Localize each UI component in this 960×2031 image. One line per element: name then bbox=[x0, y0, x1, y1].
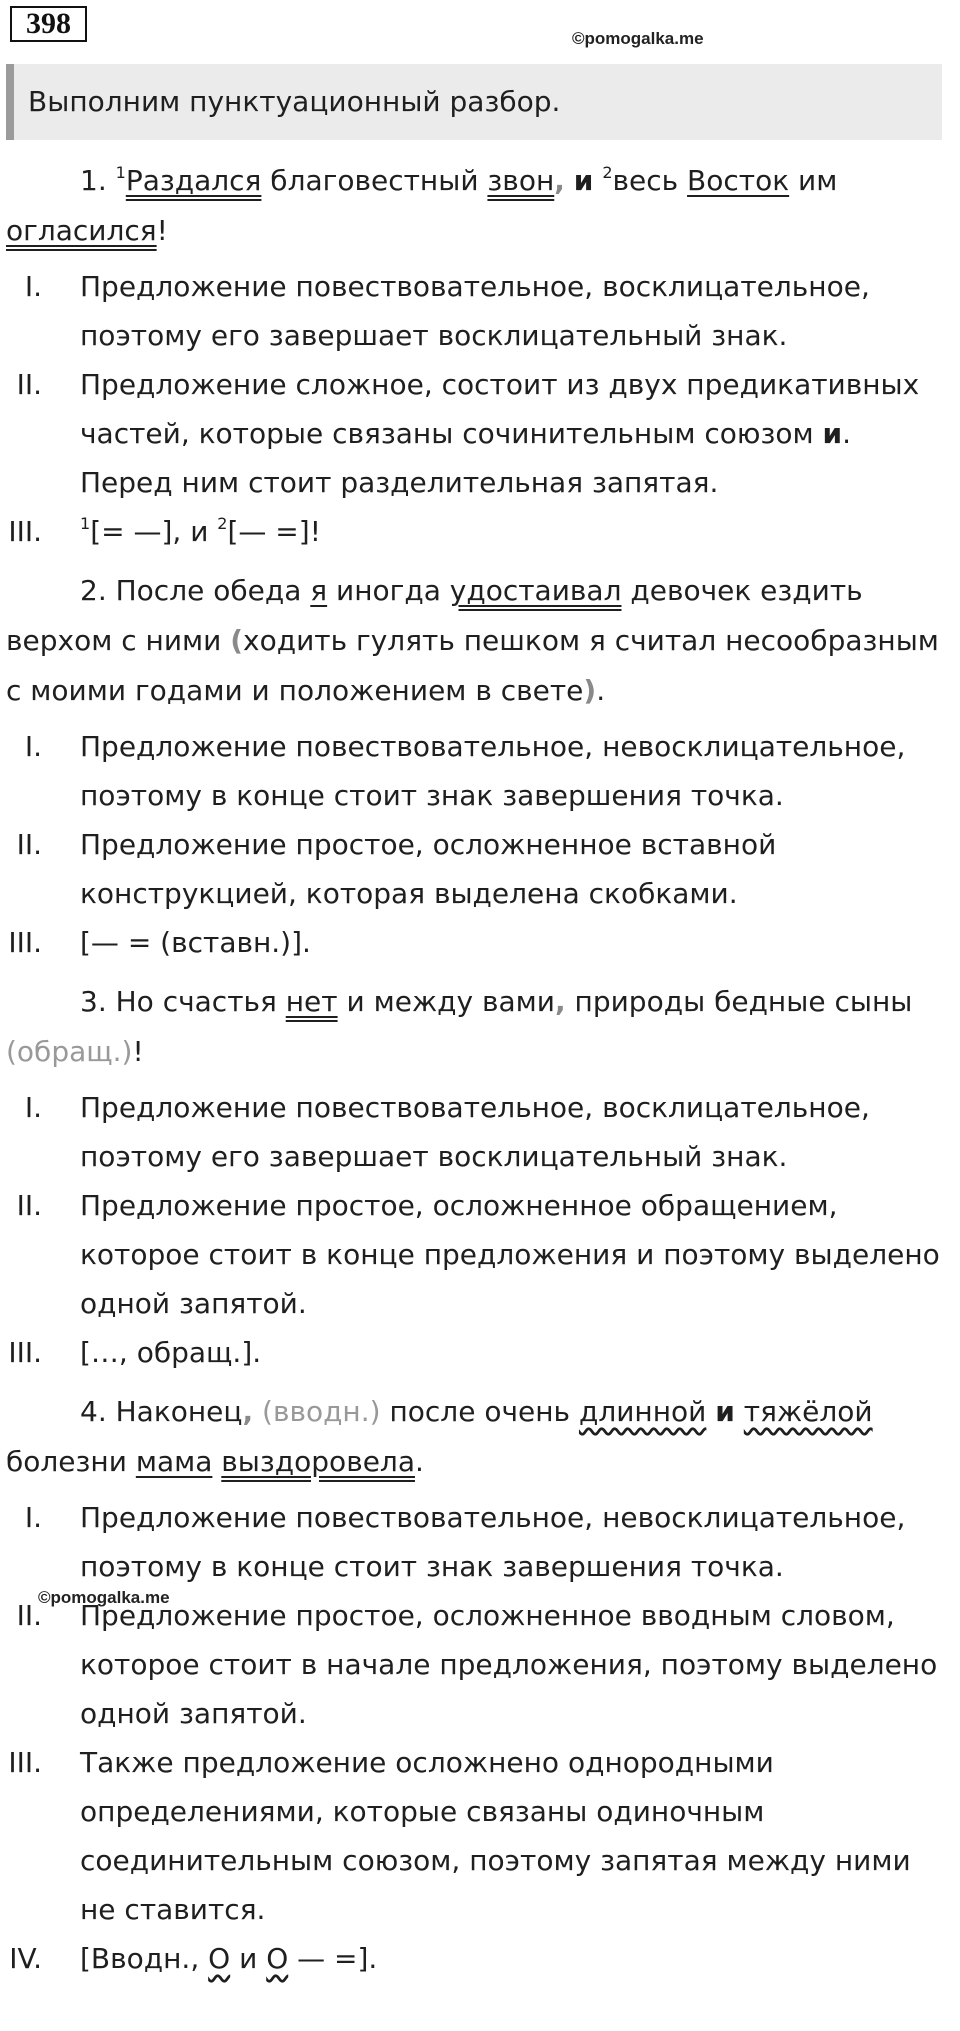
part-index: 2 bbox=[602, 163, 613, 182]
end-mark: ! bbox=[156, 214, 168, 247]
end-mark: ! bbox=[132, 1035, 144, 1068]
predicate-word: удостаивал bbox=[449, 574, 622, 607]
text-run: им bbox=[789, 164, 838, 197]
scheme-text: [= —], и bbox=[90, 515, 218, 548]
list-item bbox=[0, 918, 960, 967]
item-text: . Перед ним стоит разделительная запятая. bbox=[80, 417, 852, 499]
roman-numeral: I. bbox=[24, 1091, 42, 1124]
scheme-text: — =]. bbox=[288, 1942, 378, 1975]
part-index: 1 bbox=[80, 514, 91, 533]
subject-word: Восток bbox=[687, 164, 790, 197]
text-run: 3. Но счастья bbox=[80, 985, 286, 1018]
scheme-text: […, обращ.]. bbox=[80, 1336, 262, 1369]
item-text: Предложение повествовательное, восклицательное, поэтому его завершает восклицательный знак. bbox=[80, 270, 870, 352]
list-item bbox=[0, 820, 960, 918]
item-text: Также предложение осложнено однородными определениями, которые связаны одиночным соединительным союзом, поэтому запятая между ними не ставится. bbox=[80, 1746, 911, 1926]
list-item bbox=[0, 1591, 960, 1738]
roman-numeral: II. bbox=[16, 1599, 42, 1632]
text-run: после очень bbox=[380, 1395, 579, 1428]
space bbox=[253, 1395, 262, 1428]
scheme-text: [Вводн., bbox=[80, 1942, 209, 1975]
part-index: 2 bbox=[217, 514, 228, 533]
text-run: и между вами bbox=[337, 985, 555, 1018]
roman-numeral: II. bbox=[16, 828, 42, 861]
space bbox=[735, 1395, 744, 1428]
item-text: Предложение простое, осложненное вставной конструкцией, которая выделена скобками. bbox=[80, 828, 777, 910]
left-paren-mark: ( bbox=[230, 624, 244, 657]
list-item bbox=[0, 360, 960, 507]
list-item bbox=[0, 1181, 960, 1328]
predicate-word: выздоровела bbox=[221, 1445, 415, 1478]
scheme-text: [— =]! bbox=[227, 515, 321, 548]
space bbox=[706, 1395, 715, 1428]
text-run: весь bbox=[612, 164, 688, 197]
item-text: Предложение повествовательное, невосклицательное, поэтому в конце стоит знак завершения точка. bbox=[80, 730, 906, 812]
subject-word: звон bbox=[487, 164, 555, 197]
space bbox=[565, 164, 574, 197]
roman-numeral: III. bbox=[8, 1746, 42, 1779]
roman-numeral: I. bbox=[24, 730, 42, 763]
text-run: болезни bbox=[6, 1445, 136, 1478]
analysis-list-4 bbox=[0, 1493, 960, 1983]
text-run: благовестный bbox=[261, 164, 488, 197]
comma-mark: , bbox=[554, 164, 565, 197]
space bbox=[593, 164, 602, 197]
watermark-middle: ©pomogalka.me bbox=[38, 1588, 170, 1607]
sentence-number: 1. bbox=[80, 164, 116, 197]
roman-numeral: II. bbox=[16, 368, 42, 401]
text-run: девочек ездить верхом с ними bbox=[6, 574, 863, 657]
scheme-attribute: О bbox=[266, 1942, 289, 1975]
roman-numeral: I. bbox=[24, 270, 42, 303]
list-item bbox=[0, 262, 960, 360]
scheme-text: [— = (вставн.)]. bbox=[80, 926, 311, 959]
watermark-top: ©pomogalka.me bbox=[572, 29, 704, 48]
right-paren-mark: ) bbox=[583, 674, 597, 707]
space bbox=[212, 1445, 221, 1478]
text-run: 2. После обеда bbox=[80, 574, 311, 607]
scheme-text: и bbox=[230, 1942, 267, 1975]
roman-numeral: III. bbox=[8, 515, 42, 548]
insertion-text: ходить гулять пешком я считал несообразным с моими годами и положением в свете bbox=[6, 624, 939, 707]
sentence-2 bbox=[0, 566, 960, 716]
list-item bbox=[0, 1934, 960, 1983]
end-mark: . bbox=[414, 1445, 424, 1478]
predicate-word: огласился bbox=[6, 214, 157, 247]
text-run: 4. Наконец bbox=[80, 1395, 243, 1428]
roman-numeral: III. bbox=[8, 1336, 42, 1369]
item-text: Предложение простое, осложненное вводным словом, которое стоит в начале предложения, поэтому выделено одной запятой. bbox=[80, 1599, 938, 1730]
list-item bbox=[0, 507, 960, 556]
item-text: Предложение простое, осложненное обращением, которое стоит в конце предложения и поэтому выделено одной запятой. bbox=[80, 1189, 940, 1320]
comma-mark: , bbox=[554, 985, 566, 1018]
section-header: Выполним пунктуационный разбор. bbox=[6, 64, 942, 140]
roman-numeral: III. bbox=[8, 926, 42, 959]
list-item bbox=[0, 1328, 960, 1377]
analysis-list-2 bbox=[0, 722, 960, 967]
part-index: 1 bbox=[115, 163, 126, 182]
item-text: Предложение сложное, состоит из двух предикативных частей, которые связаны сочинительным союзом bbox=[80, 368, 920, 450]
predicate-word: Раздался bbox=[125, 164, 262, 197]
subject-word: я bbox=[310, 574, 328, 607]
list-item bbox=[0, 722, 960, 820]
comma-mark: , bbox=[242, 1395, 254, 1428]
scheme-attribute: О bbox=[208, 1942, 231, 1975]
analysis-content bbox=[0, 140, 960, 1983]
list-item bbox=[0, 1493, 960, 1591]
roman-numeral: II. bbox=[16, 1189, 42, 1222]
conjunction: и bbox=[822, 417, 843, 450]
text-run: иногда bbox=[327, 574, 450, 607]
list-item bbox=[0, 1738, 960, 1934]
intro-note: (вводн.) bbox=[262, 1395, 381, 1428]
conjunction: и bbox=[573, 164, 594, 197]
text-run: природы бедные сыны bbox=[565, 985, 913, 1018]
end-mark: . bbox=[596, 674, 606, 707]
item-text: Предложение повествовательное, невосклицательное, поэтому в конце стоит знак завершения точка. bbox=[80, 1501, 906, 1583]
roman-numeral: IV. bbox=[9, 1942, 42, 1975]
analysis-list-1 bbox=[0, 262, 960, 556]
subject-word: мама bbox=[135, 1445, 213, 1478]
item-text: Предложение повествовательное, восклицательное, поэтому его завершает восклицательный знак. bbox=[80, 1091, 870, 1173]
address-note: (обращ.) bbox=[6, 1035, 133, 1068]
attribute-word: длинной bbox=[578, 1395, 707, 1428]
conjunction: и bbox=[715, 1395, 735, 1428]
list-item bbox=[0, 1083, 960, 1181]
attribute-word: тяжёлой bbox=[743, 1395, 873, 1428]
sentence-1 bbox=[0, 156, 960, 256]
analysis-list-3 bbox=[0, 1083, 960, 1377]
sentence-3 bbox=[0, 977, 960, 1077]
sentence-4 bbox=[0, 1387, 960, 1487]
task-number: 398 bbox=[10, 6, 87, 42]
roman-numeral: I. bbox=[24, 1501, 42, 1534]
predicate-word: нет bbox=[285, 985, 338, 1018]
